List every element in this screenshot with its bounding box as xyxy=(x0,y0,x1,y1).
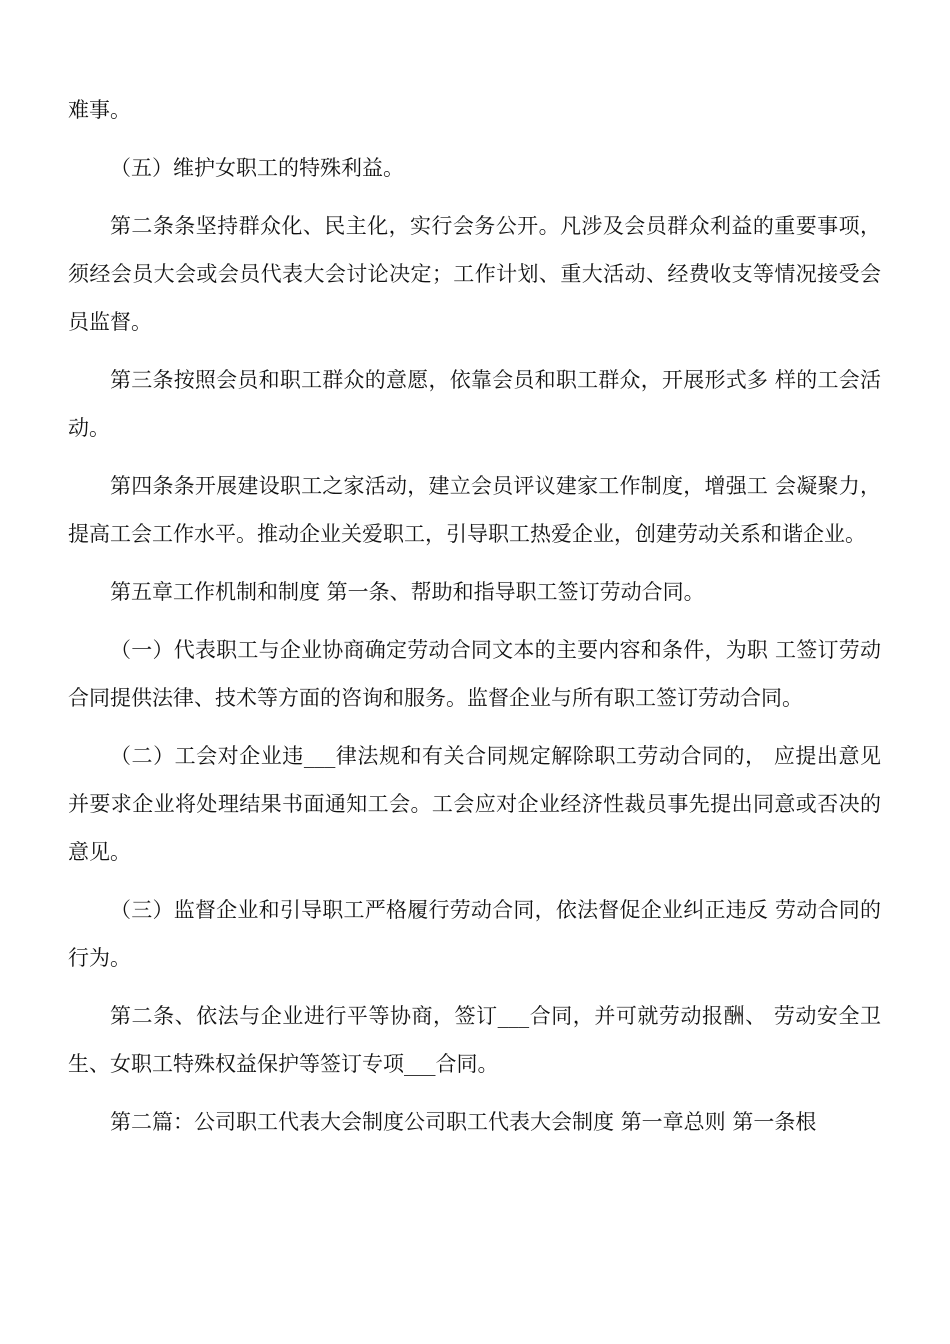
paragraph-sub-item-3: （三）监督企业和引导职工严格履行劳动合同，依法督促企业纠正违反 劳动合同的行为。 xyxy=(68,898,881,970)
paragraph-article-2: 第二条条坚持群众化、民主化，实行会务公开。凡涉及会员群众利益的重要事项，须经会员大会或会员代表大会讨论决定；工作计划、重大活动、经费收支等情况接受会员监督。 xyxy=(68,214,881,334)
paragraph-item-5: （五）维护女职工的特殊利益。 xyxy=(110,156,404,180)
paragraph-sub-item-2: （二）工会对企业违___律法规和有关合同规定解除职工劳动合同的， 应提出意见并要求企业将处理结果书面通知工会。工会应对企业经济性裁员事先提出同意或否决的意见。 xyxy=(68,744,881,864)
paragraph-continuation: 难事。 xyxy=(68,98,131,122)
paragraph-sub-item-1: （一）代表职工与企业协商确定劳动合同文本的主要内容和条件，为职 工签订劳动合同提供法律、技术等方面的咨询和服务。监督企业与所有职工签订劳动合同。 xyxy=(68,638,881,710)
document-page xyxy=(68,86,881,1156)
paragraph-article-4: 第四条条开展建设职工之家活动，建立会员评议建家工作制度，增强工 会凝聚力，提高工会工作水平。推动企业关爱职工，引导职工热爱企业，创建劳动关系和谐企业。 xyxy=(68,474,881,546)
paragraph-chapter-5-article-1: 第五章工作机制和制度 第一条、帮助和指导职工签订劳动合同。 xyxy=(110,580,705,604)
paragraph-article-3: 第三条按照会员和职工群众的意愿，依靠会员和职工群众，开展形式多 样的工会活动。 xyxy=(68,368,881,440)
paragraph-part-2-heading: 第二篇：公司职工代表大会制度公司职工代表大会制度 第一章总则 第一条根 xyxy=(110,1110,817,1134)
paragraph-chapter-5-article-2: 第二条、依法与企业进行平等协商，签订___合同，并可就劳动报酬、 劳动安全卫生、女职工特殊权益保护等签订专项___合同。 xyxy=(68,1004,881,1076)
